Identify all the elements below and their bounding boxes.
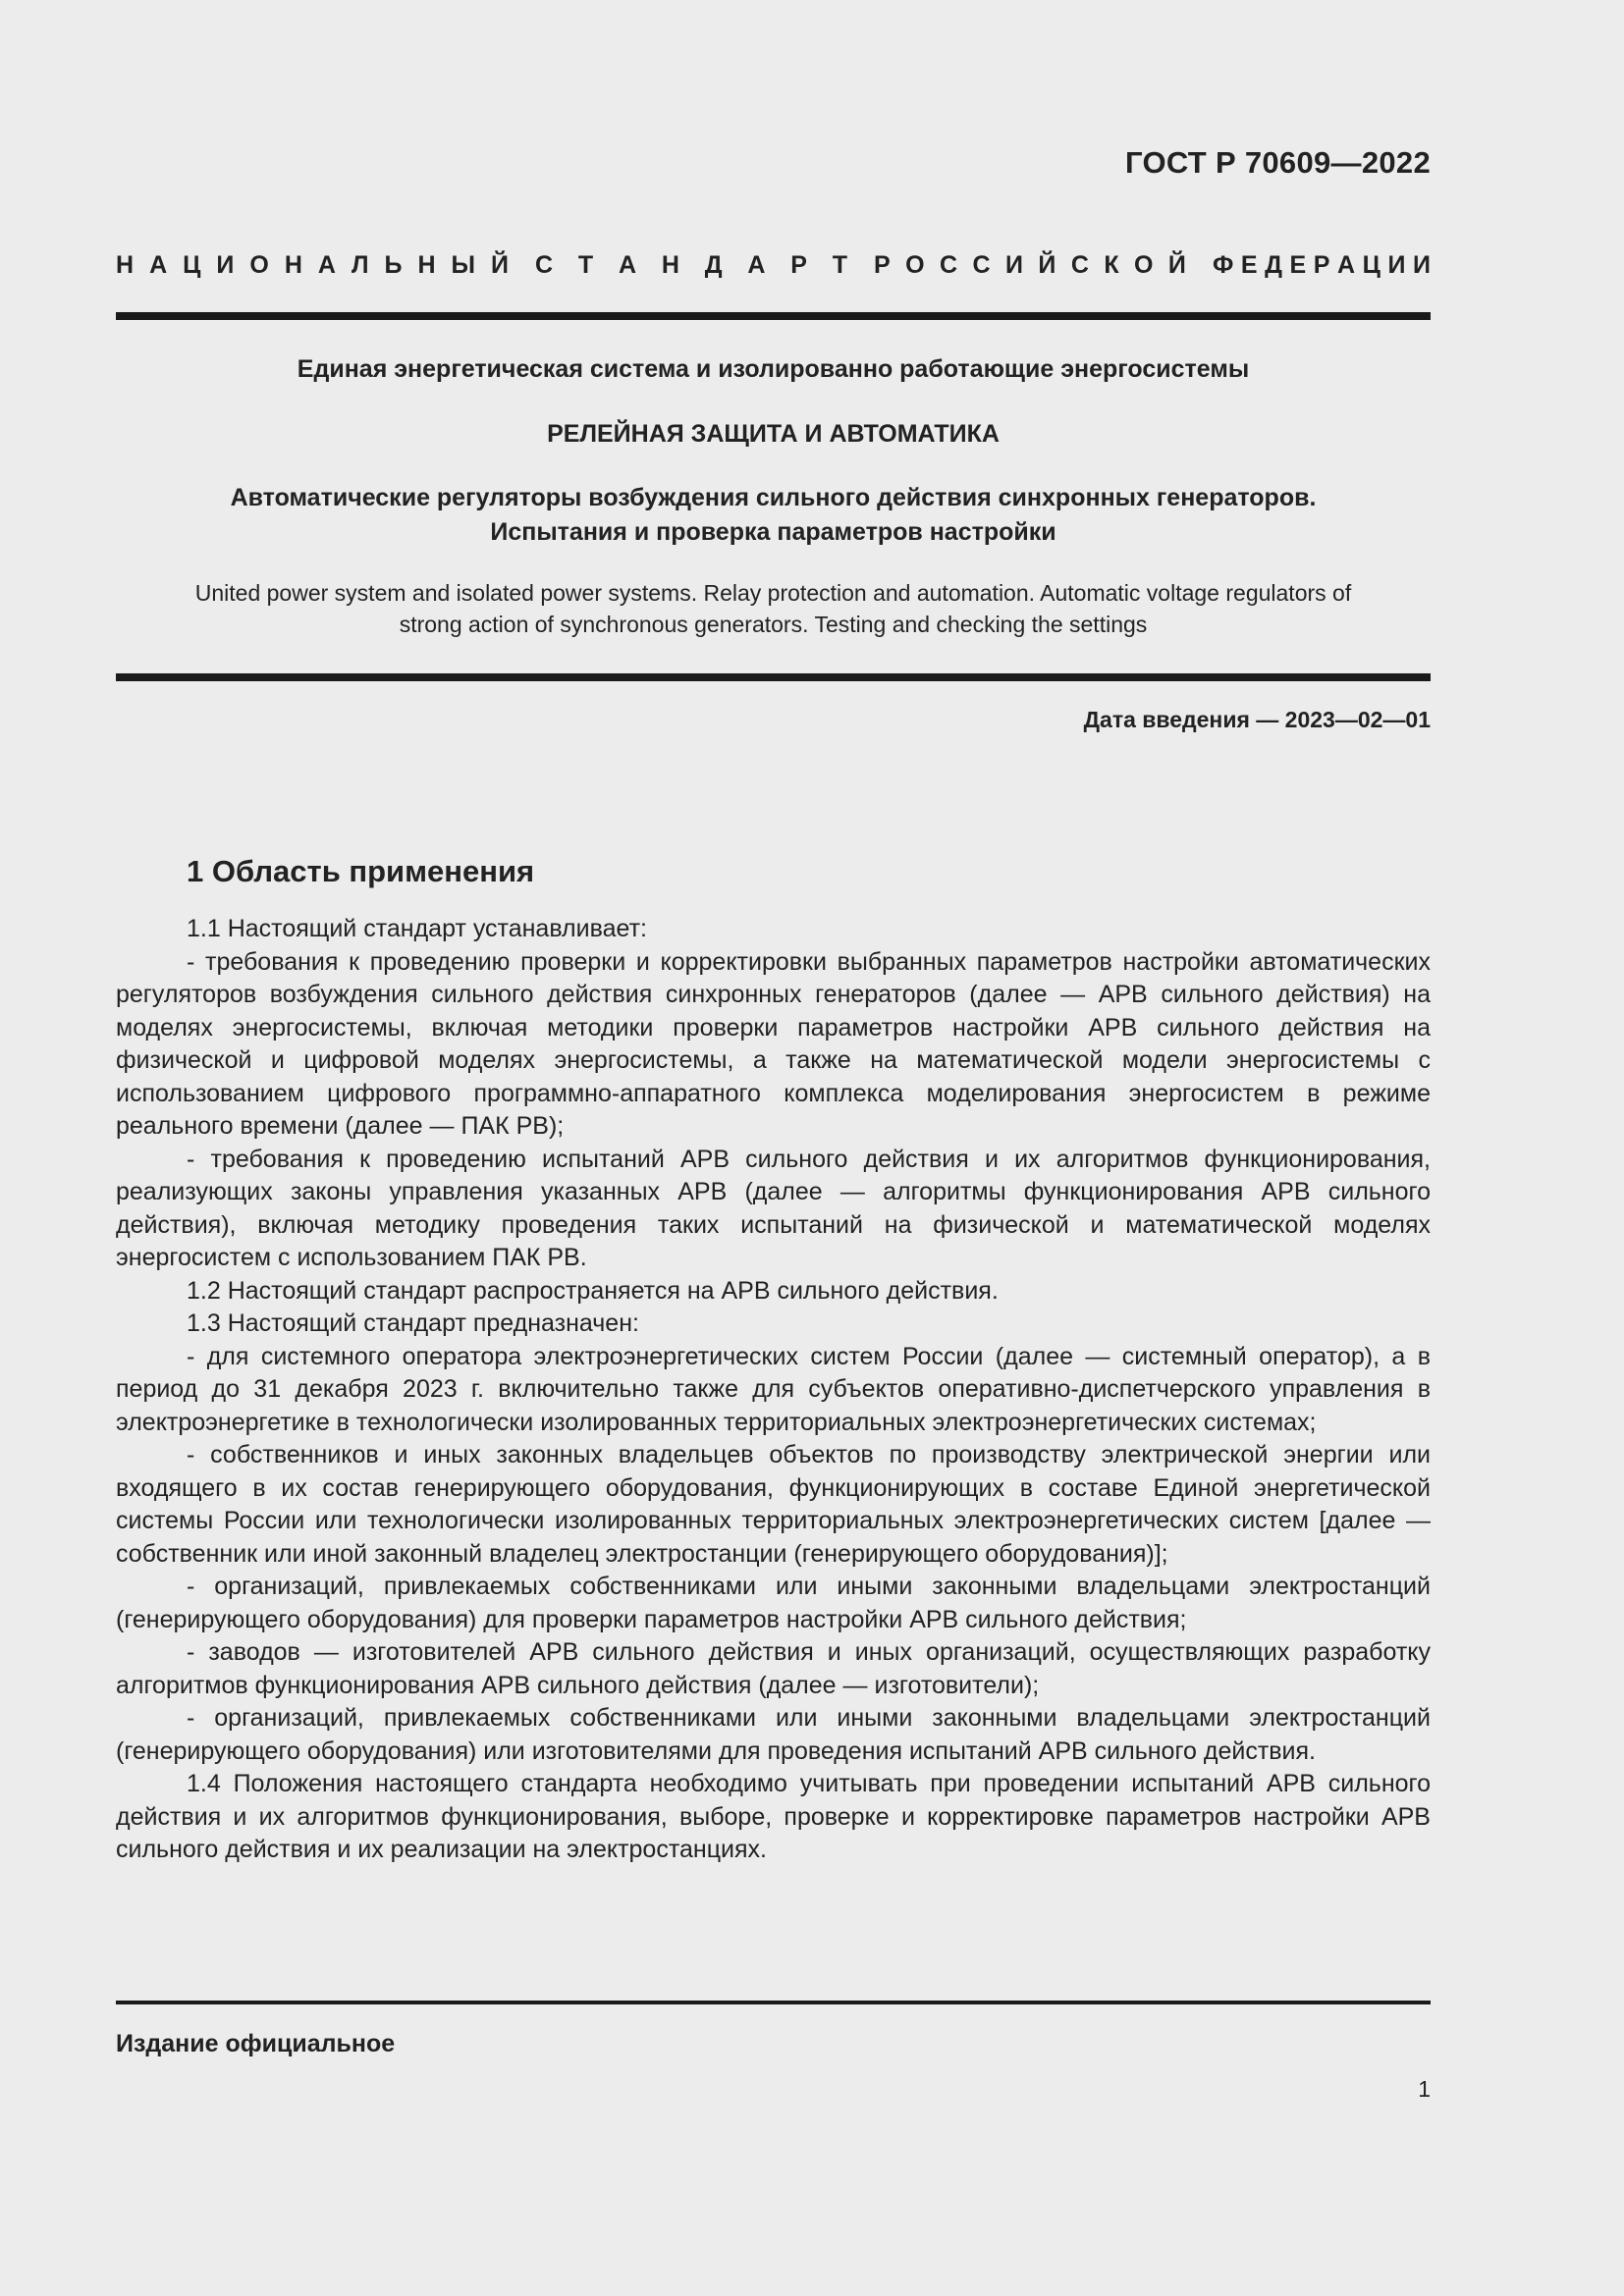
- paragraph: - требования к проведению проверки и корректировки выбранных параметров настройки автоматических регуляторов возбуждения сильного действия синхронных генераторов (далее — АРВ сильного действия) на моделях энергосистемы, включая методики проверки параметров настройки АРВ сильного действия на физической и цифровой моделях энергосистемы, а также на математической модели энергосистемы с использованием цифрового программно-аппаратного комплекса моделирования энергосистем в режиме реального времени (далее — ПАК РВ);: [116, 947, 1431, 1140]
- paragraph: 1.1 Настоящий стандарт устанавливает:: [187, 915, 647, 942]
- paragraph: - собственников и иных законных владельцев объектов по производству электрической энергии или входящего в их состав генерирующего оборудования, функционирующих в составе Единой энергетической системы России или технологически изолированных территориальных электроэнергетических систем [далее — собственник или иной законный владелец электростанции (генерирующего оборудования)];: [116, 1441, 1431, 1568]
- paragraph: 1.2 Настоящий стандарт распространяется на АРВ сильного действия.: [187, 1276, 999, 1305]
- document-title: [116, 481, 1431, 550]
- banner-word-1: Н А Ц И О Н А Л Ь Н Ы Й: [116, 251, 509, 279]
- banner-word-4: Ф Е Д Е Р А Ц И И: [1213, 251, 1431, 279]
- section-heading: 1 Область применения: [187, 854, 535, 888]
- paragraph: - организаций, привлекаемых собственниками или иными законными владельцами электростанций (генерирующего оборудования) или изготовителями для проведения испытаний АРВ сильного действия.: [116, 1704, 1431, 1765]
- document-title-line-1: Автоматические регуляторы возбуждения сильного действия синхронных генераторов.: [230, 484, 1317, 511]
- banner-word-2: С Т А Н Д А Р Т: [535, 251, 847, 279]
- system-title: Единая энергетическая система и изолированно работающие энергосистемы: [297, 355, 1250, 383]
- section-body: [116, 913, 1431, 1867]
- english-title-line-2: strong action of synchronous generators. Testing and checking the settings: [399, 612, 1148, 637]
- page-number: 1: [1418, 2076, 1431, 2102]
- document-page: [116, 0, 1431, 2296]
- paragraph: - требования к проведению испытаний АРВ сильного действия и их алгоритмов функционирования, реализующих законы управления указанных АРВ (далее — алгоритмы функционирования АРВ сильного действия), включая методику проведения таких испытаний на физической и математической моделях энергосистем с использованием ПАК РВ.: [116, 1145, 1431, 1271]
- document-title-line-2: Испытания и проверка параметров настройки: [490, 518, 1056, 546]
- paragraph: - для системного оператора электроэнергетических систем России (далее — системный оператор), а в период до 31 декабря 2023 г. включительно также для субъектов оперативно-диспетчерского управления в электроэнергетике в технологически изолированных территориальных электроэнергетических системах;: [116, 1342, 1431, 1436]
- english-title-line-1: United power system and isolated power systems. Relay protection and automation. Automatic voltage regulators of: [194, 580, 1352, 606]
- paragraph: 1.4 Положения настоящего стандарта необходимо учитывать при проведении испытаний АРВ сильного действия и их алгоритмов функционирования, выборе, проверке и корректировке параметров настройки АРВ сильного действия и их реализации на электростанциях.: [116, 1770, 1431, 1863]
- paragraph: - заводов — изготовителей АРВ сильного действия и иных организаций, осуществляющих разработку алгоритмов функционирования АРВ сильного действия (далее — изготовители);: [116, 1638, 1431, 1699]
- english-title: [116, 577, 1431, 640]
- paragraph: - организаций, привлекаемых собственниками или иными законными владельцами электростанций (генерирующего оборудования) для проверки параметров настройки АРВ сильного действия;: [116, 1573, 1431, 1633]
- title-bottom-rule: [116, 673, 1431, 681]
- category-title: РЕЛЕЙНАЯ ЗАЩИТА И АВТОМАТИКА: [547, 420, 1000, 448]
- banner-word-3: Р О С С И Й С К О Й: [874, 251, 1186, 279]
- top-rule: [116, 312, 1431, 320]
- standard-number: ГОСТ Р 70609—2022: [1125, 145, 1431, 180]
- paragraph: 1.3 Настоящий стандарт предназначен:: [187, 1309, 639, 1337]
- footer-rule: [116, 2001, 1431, 2004]
- official-edition-label: Издание официальное: [116, 2030, 396, 2057]
- national-standard-banner: [116, 251, 1431, 280]
- introduction-date: Дата введения — 2023—02—01: [1083, 707, 1431, 732]
